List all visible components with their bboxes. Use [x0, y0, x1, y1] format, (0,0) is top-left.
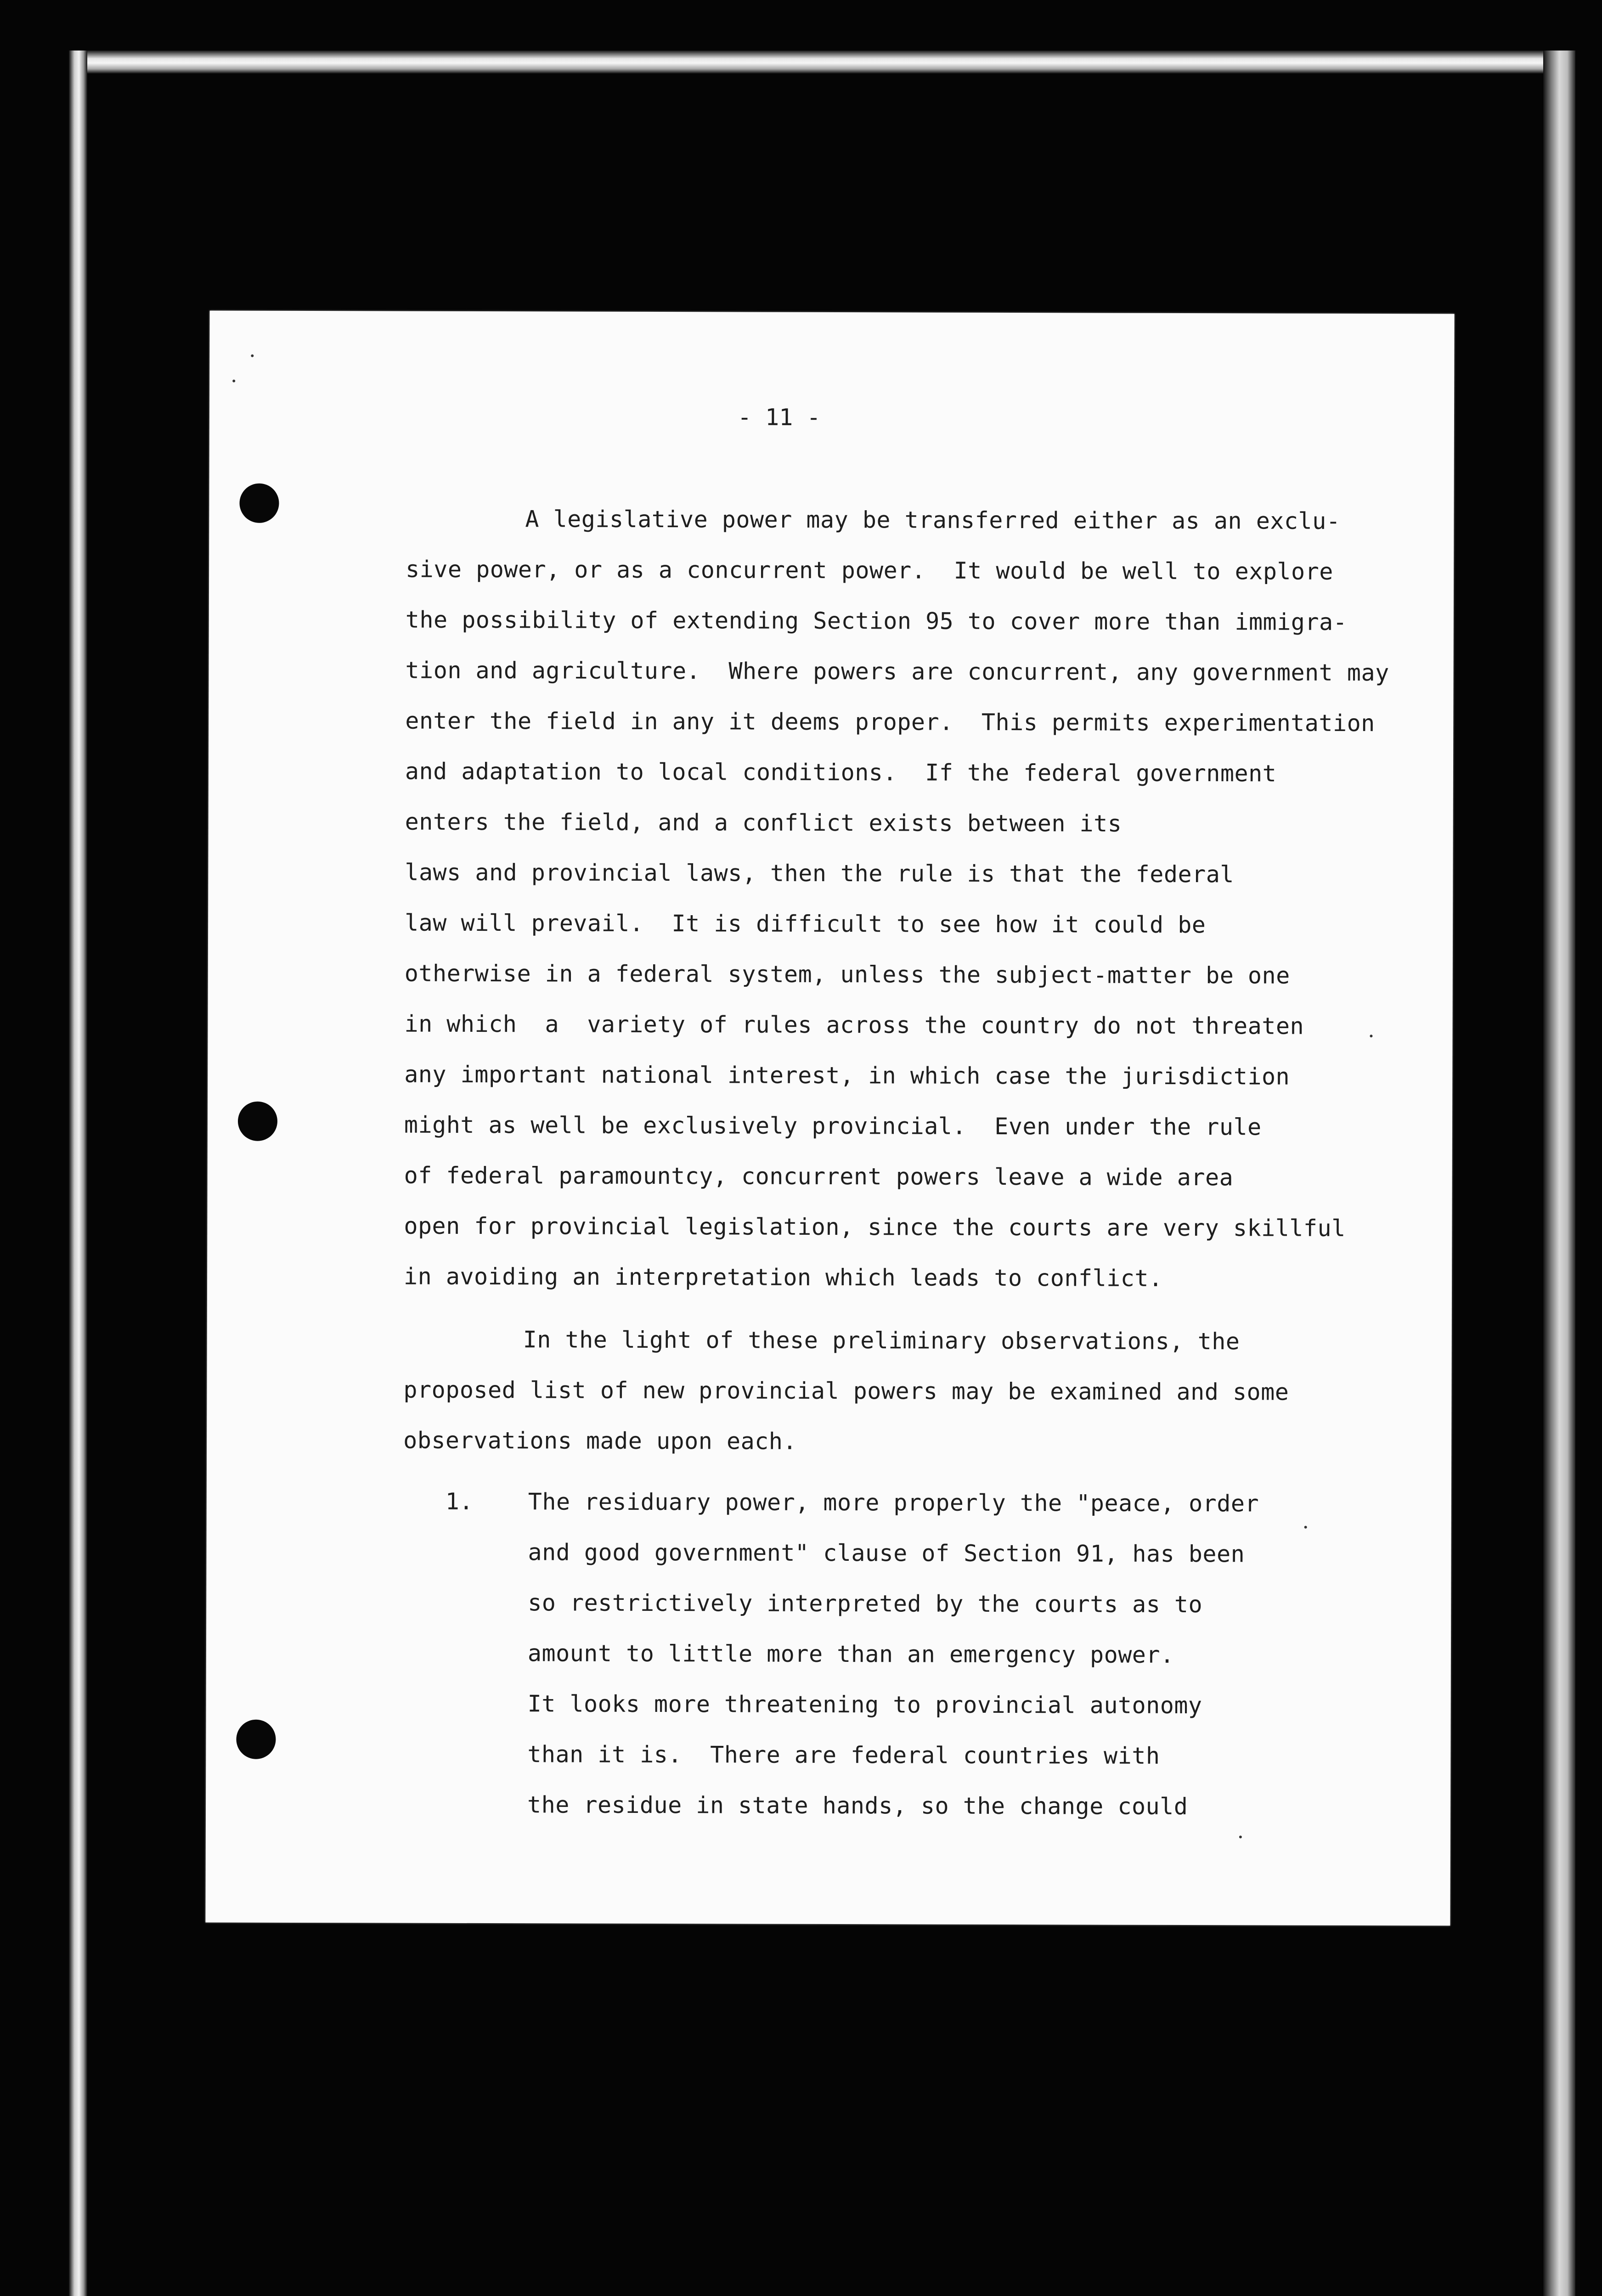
text-line: A legislative power may be transferred either as an exclu- — [525, 506, 1341, 535]
text-line: It looks more threatening to provincial autonomy — [527, 1690, 1202, 1719]
text-line: of federal paramountcy, concurrent powers leave a wide area — [404, 1162, 1234, 1191]
text-line: so restrictively interpreted by the courts as to — [528, 1589, 1203, 1618]
text-line: the possibility of extending Section 95 to cover more than immigra- — [405, 606, 1348, 636]
text-line: observations made upon each. — [403, 1427, 797, 1455]
text-line: enters the field, and a conflict exists between its — [405, 808, 1122, 837]
text-line: amount to little more than an emergency power. — [527, 1640, 1174, 1668]
punch-hole-top — [239, 484, 279, 523]
text-line: open for provincial legislation, since the courts are very skillful — [404, 1212, 1346, 1242]
text-line: the residue in state hands, so the change could — [527, 1791, 1188, 1820]
film-frame-left-edge — [69, 51, 87, 2296]
scan-speck — [1370, 1035, 1372, 1037]
text-line: law will prevail. It is difficult to see how it could be — [405, 909, 1206, 939]
punch-hole-bottom — [236, 1720, 276, 1759]
text-line: otherwise in a federal system, unless the subject-matter be one — [404, 960, 1290, 989]
text-line: in which a variety of rules across the country do not threaten — [404, 1010, 1304, 1040]
text-line: sive power, or as a concurrent power. It would be well to explore — [406, 556, 1333, 585]
scan-speck — [251, 355, 254, 357]
text-line: any important national interest, in which case the jurisdiction — [404, 1061, 1290, 1090]
film-frame-right-edge — [1543, 51, 1575, 2296]
text-line: In the light of these preliminary observations, the — [523, 1326, 1240, 1355]
punch-hole-middle — [238, 1102, 277, 1141]
text-line: enter the field in any it deems proper. This permits experimentation — [405, 707, 1375, 737]
page-number: - 11 - — [737, 404, 821, 431]
text-line: tion and agriculture. Where powers are concurrent, any government may — [405, 657, 1389, 687]
text-line: might as well be exclusively provincial. Even under the rule — [404, 1111, 1262, 1141]
text-line: proposed list of new provincial powers may be examined and some — [403, 1376, 1289, 1406]
scan-speck — [1304, 1526, 1307, 1529]
film-frame-top-edge — [69, 51, 1557, 73]
text-line: in avoiding an interpretation which leads to conflict. — [404, 1263, 1163, 1292]
text-line: and good government" clause of Section 91, has been — [528, 1539, 1245, 1568]
text-line: The residuary power, more properly the "peace, order — [528, 1488, 1259, 1517]
scan-speck — [232, 380, 235, 383]
text-line: laws and provincial laws, then the rule is that the federal — [405, 859, 1235, 888]
typed-page — [205, 310, 1454, 1925]
text-line: than it is. There are federal countries with — [527, 1741, 1160, 1769]
scan-speck — [1239, 1835, 1242, 1838]
text-line: and adaptation to local conditions. If the federal government — [405, 758, 1277, 787]
item-number: 1. — [445, 1488, 474, 1515]
